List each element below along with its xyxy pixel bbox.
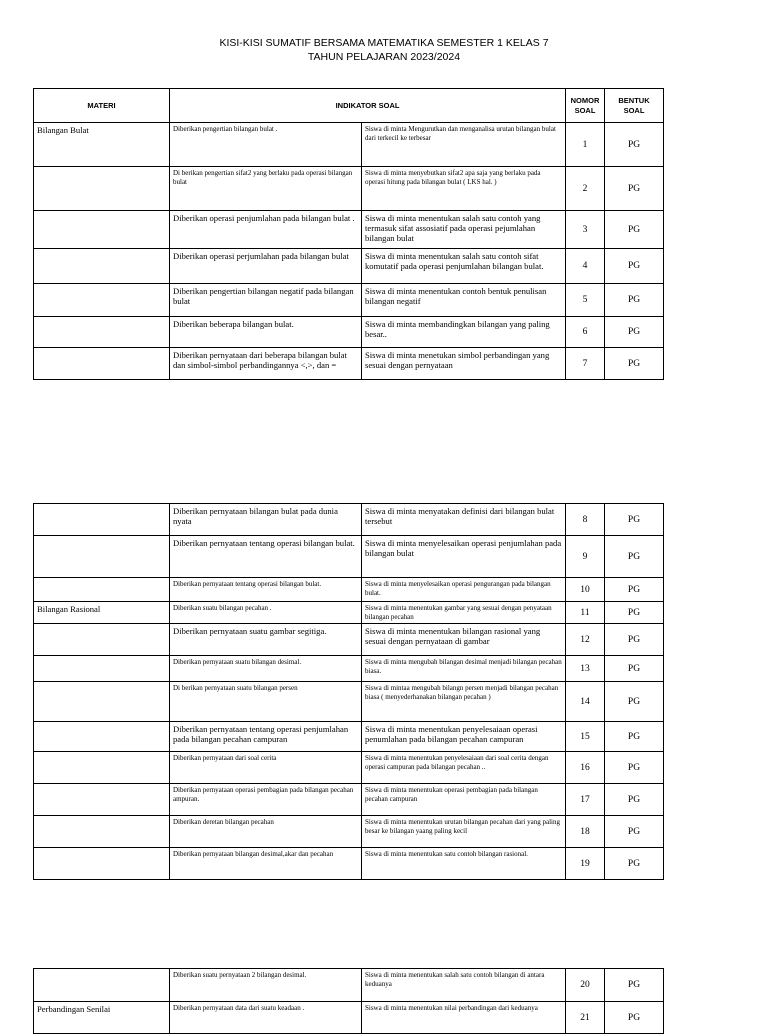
header-bentuk-soal: BENTUK SOAL [605, 89, 664, 123]
soal-cell: Siswa di minta menyelesaikan operasi pengurangan pada bilangan bulat. [362, 578, 566, 602]
materi-cell [34, 656, 170, 682]
materi-cell [34, 317, 170, 348]
bentuk-soal-cell: PG [605, 722, 664, 752]
soal-cell: Siswa di minta menentukan nilai perbandingan dari keduanya [362, 1002, 566, 1034]
table-row [34, 682, 664, 722]
indikator-cell: Diberikan pernyataan data dari suatu keadaan . [170, 1002, 362, 1034]
nomor-soal-cell: 13 [566, 656, 605, 682]
table-row [34, 816, 664, 848]
soal-cell: Siswa di minta menentukan gambar yang sesuai dengan penyataan bilangan pecahan [362, 602, 566, 624]
nomor-soal-cell: 16 [566, 752, 605, 784]
soal-cell: Siswa di minta menentukan satu contoh bilangan rasional. [362, 848, 566, 880]
indikator-cell: Di berikan pernyataan suatu bilangan persen [170, 682, 362, 722]
nomor-soal-cell: 15 [566, 722, 605, 752]
materi-cell [34, 167, 170, 211]
nomor-soal-cell: 4 [566, 249, 605, 284]
bentuk-soal-cell: PG [605, 682, 664, 722]
indikator-cell: Diberikan pernyataan bilangan desimal,akar dan pecahan [170, 848, 362, 880]
bentuk-soal-cell: PG [605, 211, 664, 249]
soal-cell: Siswa di minta mengubah bilangan desimal menjadi bilangan pecahan biasa. [362, 656, 566, 682]
indikator-cell: Diberikan pernyataan bilangan bulat pada dunia nyata [170, 504, 362, 536]
soal-cell: Siswa di minta menentukan urutan bilangan pecahan dari yang paling besar ke bilangan yaang paling kecil [362, 816, 566, 848]
materi-cell [34, 722, 170, 752]
soal-cell: Siswa di mintaa mengubah bilangn persen menjadi bilangan pecahan biasa ( menyederhanakan bilangan pecahan ) [362, 682, 566, 722]
table-row [34, 578, 664, 602]
nomor-soal-cell: 19 [566, 848, 605, 880]
soal-cell: Siswa di minta menentukan bilangan rasional yang sesuai dengan pernyataan di gambar [362, 624, 566, 656]
kisi-kisi-table-2 [33, 503, 664, 880]
soal-cell: Siswa di minta menentukan contoh bentuk penulisan bilangan negatif [362, 284, 566, 317]
indikator-cell: Diberikan operasi penjumlahan pada bilangan bulat . [170, 211, 362, 249]
soal-cell: Siswa di minta menentukan salah satu contoh bilangan di antara keduanya [362, 969, 566, 1002]
nomor-soal-cell: 17 [566, 784, 605, 816]
bentuk-soal-cell: PG [605, 317, 664, 348]
bentuk-soal-cell: PG [605, 816, 664, 848]
bentuk-soal-cell: PG [605, 578, 664, 602]
soal-cell: Siswa di minta menentukan penyelesaiaan operasi penumlahan pada bilangan pecahan campuran [362, 722, 566, 752]
soal-cell: Siswa di minta menetukan simbol perbandingan yang sesuai dengan pernyataan [362, 348, 566, 380]
header-indikator-soal: INDIKATOR SOAL [170, 89, 566, 123]
materi-cell [34, 682, 170, 722]
materi-cell: Perbandingan Senilai [34, 1002, 170, 1034]
materi-cell [34, 784, 170, 816]
bentuk-soal-cell: PG [605, 249, 664, 284]
soal-cell: Siswa di minta menyatakan definisi dari bilangan bulat tersebut [362, 504, 566, 536]
table-row [34, 536, 664, 578]
bentuk-soal-cell: PG [605, 752, 664, 784]
indikator-cell: Diberikan suatu bilangan pecahan . [170, 602, 362, 624]
soal-cell: Siswa di minta menentukan penyelesaiaan dari soal cerita dengan operasi campuran pada bilangan pecahan .. [362, 752, 566, 784]
table-row [34, 249, 664, 284]
table-row [34, 722, 664, 752]
table-row [34, 752, 664, 784]
indikator-cell: Di berikan pengertian sifat2 yang berlaku pada operasi bilangan bulat [170, 167, 362, 211]
materi-cell [34, 752, 170, 784]
table-row [34, 317, 664, 348]
nomor-soal-cell: 12 [566, 624, 605, 656]
soal-cell: Siswa di minta menentukan salah satu contoh sifat komutatif pada operasi penjumlahan bilangan bulat. [362, 249, 566, 284]
nomor-soal-cell: 21 [566, 1002, 605, 1034]
materi-cell [34, 969, 170, 1002]
materi-cell: Bilangan Rasional [34, 602, 170, 624]
indikator-cell: Diberikan pengertian bilangan bulat . [170, 123, 362, 167]
indikator-cell: Diberikan suatu pernyataan 2 bilangan desimal. [170, 969, 362, 1002]
indikator-cell: Diberikan pernyataan tentang operasi bilangan bulat. [170, 536, 362, 578]
bentuk-soal-cell: PG [605, 969, 664, 1002]
indikator-cell: Diberikan operasi perjumlahan pada bilangan bulat [170, 249, 362, 284]
bentuk-soal-cell: PG [605, 656, 664, 682]
materi-cell [34, 578, 170, 602]
soal-cell: Siswa di minta menentukan operasi pembagian pada bilangan pecahan campuran [362, 784, 566, 816]
table-row [34, 848, 664, 880]
nomor-soal-cell: 2 [566, 167, 605, 211]
kisi-kisi-table-1 [33, 88, 664, 380]
table-row [34, 123, 664, 167]
table-row [34, 348, 664, 380]
soal-cell: Siswa di minta menyelesaikan operasi penjumlahan pada bilangan bulat [362, 536, 566, 578]
document-title: KISI-KISI SUMATIF BERSAMA MATEMATIKA SEMESTER 1 KELAS 7 [219, 37, 549, 49]
soal-cell: Siswa di minta Mengurutkan dan menganalisa urutan bilangan bulat dari terkecil ke terbesar [362, 123, 566, 167]
materi-cell [34, 284, 170, 317]
materi-cell [34, 624, 170, 656]
materi-cell [34, 504, 170, 536]
materi-cell: Bilangan Bulat [34, 123, 170, 167]
bentuk-soal-cell: PG [605, 504, 664, 536]
bentuk-soal-cell: PG [605, 284, 664, 317]
table-row [34, 969, 664, 1002]
bentuk-soal-cell: PG [605, 602, 664, 624]
bentuk-soal-cell: PG [605, 1002, 664, 1034]
indikator-cell: Diberikan pernyataan dari beberapa bilangan bulat dan simbol-simbol perbandingannya <,>, dan = [170, 348, 362, 380]
nomor-soal-cell: 9 [566, 536, 605, 578]
nomor-soal-cell: 11 [566, 602, 605, 624]
soal-cell: Siswa di minta membandingkan bilangan yang paling besar.. [362, 317, 566, 348]
nomor-soal-cell: 5 [566, 284, 605, 317]
bentuk-soal-cell: PG [605, 348, 664, 380]
soal-cell: Siswa di minta menyebutkan sifat2 apa saja yang berlaku pada operasi hitung pada bilangan bulat ( LKS hal. ) [362, 167, 566, 211]
bentuk-soal-cell: PG [605, 167, 664, 211]
nomor-soal-cell: 10 [566, 578, 605, 602]
materi-cell [34, 348, 170, 380]
indikator-cell: Diberikan pernyataan dari soal cerita [170, 752, 362, 784]
table-row [34, 504, 664, 536]
table-row [34, 1002, 664, 1034]
table-header-row [34, 89, 664, 123]
indikator-cell: Diberikan deretan bilangan pecahan [170, 816, 362, 848]
document-subtitle: TAHUN PELAJARAN 2023/2024 [307, 51, 461, 63]
table-row [34, 784, 664, 816]
nomor-soal-cell: 18 [566, 816, 605, 848]
indikator-cell: Diberikan pernyataan suatu gambar segitiga. [170, 624, 362, 656]
nomor-soal-cell: 20 [566, 969, 605, 1002]
header-materi: MATERI [34, 89, 170, 123]
materi-cell [34, 249, 170, 284]
materi-cell [34, 848, 170, 880]
materi-cell [34, 816, 170, 848]
materi-cell [34, 211, 170, 249]
indikator-cell: Diberikan beberapa bilangan bulat. [170, 317, 362, 348]
bentuk-soal-cell: PG [605, 848, 664, 880]
nomor-soal-cell: 6 [566, 317, 605, 348]
materi-cell [34, 536, 170, 578]
nomor-soal-cell: 3 [566, 211, 605, 249]
nomor-soal-cell: 8 [566, 504, 605, 536]
table-row [34, 624, 664, 656]
table-row [34, 656, 664, 682]
indikator-cell: Diberikan pernyataan tentang operasi penjumlahan pada bilangan pecahan campuran [170, 722, 362, 752]
kisi-kisi-table-3 [33, 968, 664, 1034]
indikator-cell: Diberikan pernyataan suatu bilangan desimal. [170, 656, 362, 682]
indikator-cell: Diberikan pengertian bilangan negatif pada bilangan bulat [170, 284, 362, 317]
bentuk-soal-cell: PG [605, 123, 664, 167]
bentuk-soal-cell: PG [605, 624, 664, 656]
bentuk-soal-cell: PG [605, 784, 664, 816]
indikator-cell: Diberikan pernyataan operasi pembagian pada bilangan pecahan ampuran. [170, 784, 362, 816]
table-row [34, 167, 664, 211]
table-row [34, 211, 664, 249]
nomor-soal-cell: 14 [566, 682, 605, 722]
soal-cell: Siswa di minta menentukan salah satu contoh yang termasuk sifat assosiatif pada operasi pejumlahan bilangan bulat [362, 211, 566, 249]
header-nomor-soal: NOMOR SOAL [566, 89, 605, 123]
table-row [34, 602, 664, 624]
table-row [34, 284, 664, 317]
bentuk-soal-cell: PG [605, 536, 664, 578]
nomor-soal-cell: 7 [566, 348, 605, 380]
indikator-cell: Diberikan pernyataan tentang operasi bilangan bulat. [170, 578, 362, 602]
nomor-soal-cell: 1 [566, 123, 605, 167]
